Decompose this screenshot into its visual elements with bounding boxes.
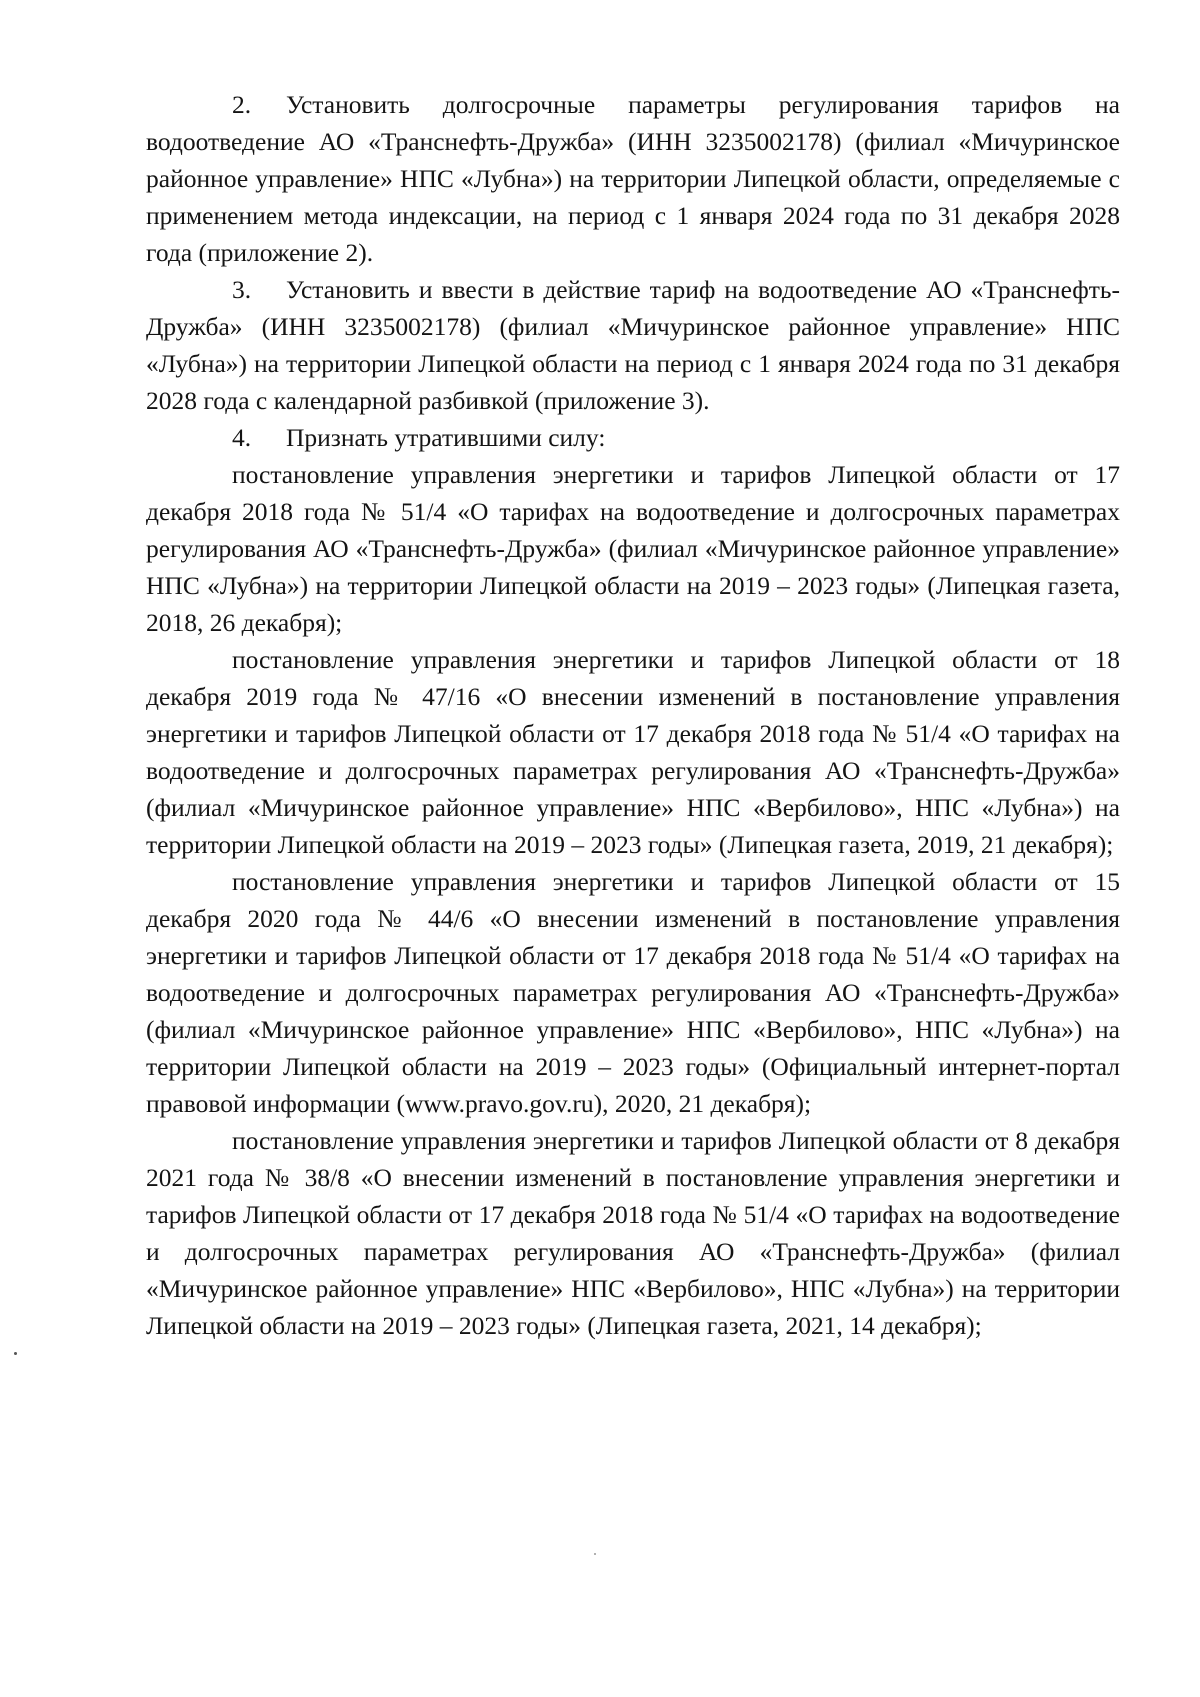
item-number: 4. — [232, 423, 252, 452]
item-number: 2. — [232, 90, 252, 119]
item-number: 3. — [232, 275, 252, 304]
scan-speck — [594, 1553, 596, 1555]
repealed-act-4: постановление управления энергетики и тарифов Липецкой области от 8 декабря 2021 года № 38/8 «О внесении изменений в постановление управления энергетики и тарифов Липецкой области от 17 декабря 2018 года № 51/4 «О тарифах на водоотведение и долгосрочных параметрах регулирования АО «Транснефть-Дружба» (филиал «Мичуринское районное управление» НПС «Вербилово», НПС «Лубна») на территории Липецкой области на 2019 – 2023 годы» (Липецкая газета, 2021, 14 декабря); — [146, 1126, 1120, 1340]
repealed-act-1: постановление управления энергетики и тарифов Липецкой области от 17 декабря 2018 года № 51/4 «О тарифах на водоотведение и долгосрочных параметрах регулирования АО «Транснефть-Дружба» (филиал «Мичуринское районное управление» НПС «Лубна») на территории Липецкой области на 2019 – 2023 годы» (Липецкая газета, 2018, 26 декабря); — [146, 460, 1120, 637]
repealed-act-3: постановление управления энергетики и тарифов Липецкой области от 15 декабря 2020 года № 44/6 «О внесении изменений в постановление управления энергетики и тарифов Липецкой области от 17 декабря 2018 года № 51/4 «О тарифах на водоотведение и долгосрочных параметрах регулирования АО «Транснефть-Дружба» (филиал «Мичуринское районное управление» НПС «Вербилово», НПС «Лубна») на территории Липецкой области на 2019 – 2023 годы» (Официальный интернет-портал правовой информации (www.pravo.gov.ru), 2020, 21 декабря); — [146, 867, 1120, 1118]
document-body — [146, 86, 1120, 1344]
paragraph-item-2 — [146, 86, 1120, 271]
item-text: Признать утратившими силу: — [286, 423, 606, 452]
paragraph-item-3 — [146, 271, 1120, 419]
item-text: Установить и ввести в действие тариф на водоотведение АО «Транснефть-Дружба» (ИНН 3235002178) (филиал «Мичуринское районное управление» НПС «Лубна») на территории Липецкой области на период с 1 января 2024 года по 31 декабря 2028 года с календарной разбивкой (приложение 3). — [146, 275, 1120, 415]
paragraph-item-4 — [146, 419, 1120, 456]
repealed-act-2: постановление управления энергетики и тарифов Липецкой области от 18 декабря 2019 года № 47/16 «О внесении изменений в постановление управления энергетики и тарифов Липецкой области от 17 декабря 2018 года № 51/4 «О тарифах на водоотведение и долгосрочных параметрах регулирования АО «Транснефть-Дружба» (филиал «Мичуринское районное управление» НПС «Вербилово», НПС «Лубна») на территории Липецкой области на 2019 – 2023 годы» (Липецкая газета, 2019, 21 декабря); — [146, 645, 1120, 859]
item-text: Установить долгосрочные параметры регулирования тарифов на водоотведение АО «Транснефть-Дружба» (ИНН 3235002178) (филиал «Мичуринское районное управление» НПС «Лубна») на территории Липецкой области, определяемые с применением метода индексации, на период с 1 января 2024 года по 31 декабря 2028 года (приложение 2). — [146, 90, 1120, 267]
scan-speck — [14, 1352, 17, 1355]
